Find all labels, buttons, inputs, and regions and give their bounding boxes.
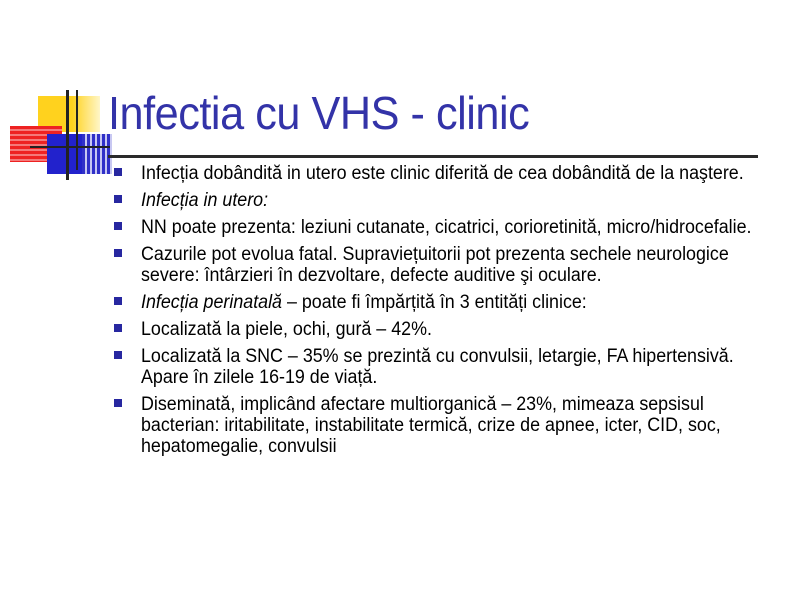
- bullet-text: NN poate prezenta: leziuni cutanate, cicatrici, corioretinită, micro/hidrocefalie.: [141, 217, 752, 238]
- bullet-item: [114, 394, 774, 457]
- bullet-square-icon: [114, 195, 122, 203]
- slide-title: Infectia cu VHS - clinic: [108, 87, 530, 139]
- bullet-item: [114, 190, 774, 211]
- bullet-list: [114, 163, 774, 463]
- bullet-text: Localizată la SNC – 35% se prezintă cu convulsii, letargie, FA hipertensivă. Apare în zilele 16-19 de viață.: [141, 346, 734, 388]
- bullet-square-icon: [114, 168, 122, 176]
- bullet-item: [114, 292, 774, 313]
- bullet-square-icon: [114, 399, 122, 407]
- bullet-item: [114, 244, 774, 286]
- bullet-square-icon: [114, 249, 122, 257]
- title-underline: [108, 155, 758, 158]
- bullet-text: [141, 292, 772, 313]
- bullet-square-icon: [114, 222, 122, 230]
- bullet-item: [114, 319, 774, 340]
- bullet-square-icon: [114, 351, 122, 359]
- blue-stripes: [82, 134, 112, 174]
- bullet-rest: – poate fi împărțită în 3 entități clinice:: [282, 292, 587, 313]
- bullet-text: Localizată la piele, ochi, gură – 42%.: [141, 319, 432, 340]
- bullet-square-icon: [114, 324, 122, 332]
- vertical-line-2: [76, 90, 78, 170]
- bullet-lead-italic: Infecția perinatală: [141, 292, 282, 313]
- bullet-item: [114, 163, 774, 184]
- bullet-item: [114, 346, 774, 388]
- bullet-text: [141, 190, 772, 211]
- vertical-line: [66, 90, 69, 180]
- horizontal-line: [30, 146, 110, 148]
- bullet-text: Infecția dobândită in utero este clinic diferită de cea dobândită de la naştere.: [141, 163, 744, 184]
- bullet-lead-italic: Infecția in utero:: [141, 190, 269, 211]
- bullet-item: [114, 217, 774, 238]
- bullet-text: Diseminată, implicând afectare multiorganică – 23%, mimeaza sepsisul bacterian: iritabilitate, instabilitate termică, crize de apnee, icter, CID, soc, hepatomegalie, convulsii: [141, 394, 721, 457]
- decorative-squares-logo: [0, 0, 120, 190]
- bullet-text: Cazurile pot evolua fatal. Supraviețuitorii pot prezenta sechele neurologice severe: întârzieri în dezvoltare, defecte auditive şi oculare.: [141, 244, 729, 286]
- bullet-square-icon: [114, 297, 122, 305]
